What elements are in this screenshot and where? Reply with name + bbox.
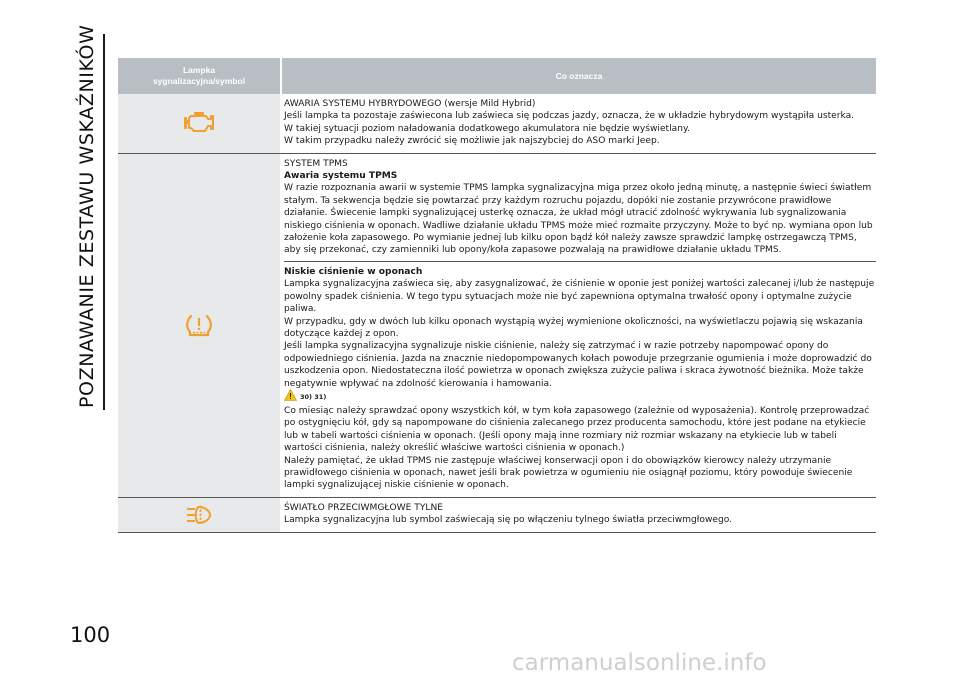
header-col-symbol-line2: sygnalizacyjna/symbol bbox=[152, 76, 246, 86]
row-subtitle: Awaria systemu TPMS bbox=[284, 171, 398, 182]
header-col-meaning: Co oznacza bbox=[282, 58, 876, 94]
low-pressure-section bbox=[284, 262, 876, 492]
table-row-hybrid-failure bbox=[118, 94, 876, 154]
table-row-tpms bbox=[118, 154, 876, 498]
row-title: ŚWIATŁO PRZECIWMGŁOWE TYLNE bbox=[284, 502, 443, 513]
row-title: SYSTEM TPMS bbox=[284, 158, 348, 169]
warning-lights-table bbox=[118, 58, 876, 533]
header-col-symbol-line1: Lampka bbox=[182, 65, 216, 75]
side-chapter-title bbox=[74, 24, 100, 408]
row-text: W takim przypadku należy zwrócić się możliwie jak najszybciej do ASO marki Jeep. bbox=[284, 136, 660, 147]
row-text: W przypadku, gdy w dwóch lub kilku oponach wystąpią wyżej wymienione okoliczności, na wyświetlaczu pojawią się wskazania dotyczące każdej z opon. bbox=[284, 316, 863, 339]
header-col-symbol bbox=[118, 58, 280, 94]
rear-fog-light-icon bbox=[185, 504, 213, 526]
tire-pressure-icon bbox=[185, 313, 213, 337]
row-description bbox=[280, 154, 876, 497]
icon-cell bbox=[118, 498, 280, 532]
row-text: Należy pamiętać, że układ TPMS nie zastępuje właściwej konserwacji opon i do obowiązków kierowcy należy utrzymanie prawidłowego ciśnienia w oponach, nawet jeśli brak powietrza w ogumieniu nie osiągnął poziomu, który powoduje świecenie lampki sygnalizującej niskie ciśnienie w oponach. bbox=[284, 455, 853, 491]
row-text: Jeśli lampka sygnalizacyjna sygnalizuje niskie ciśnienie, należy się zatrzymać i w razie potrzeby napompować opony do odpowiedniego ciśnienia. Jazda na znacznie niedopompowanych kołach powoduje przegrzanie ogumienia i może doprowadzić do uszkodzenia opon. Niedostateczna ilość powietrza w oponach zwiększa zużycie paliwa i skraca żywotność bieżnika. Może także negatywnie wpływać na zdolność kierowania i hamowania. bbox=[284, 341, 872, 389]
warning-refs: 30) 31) bbox=[300, 393, 327, 402]
tpms-failure-section bbox=[284, 158, 876, 262]
row-text: Lampka sygnalizacyjna lub symbol zaświecają się po włączeniu tylnego światła przeciwmgłowego. bbox=[284, 515, 733, 526]
warning-reference bbox=[284, 391, 876, 404]
icon-cell bbox=[118, 94, 280, 153]
row-text: Co miesiąc należy sprawdzać opony wszystkich kół, w tym koła zapasowego (zależnie od wyposażenia). Kontrolę przeprowadzać po ostygnięciu kół, gdy są napompowane do ciśnienia zalecanego przez producenta samochodu, które jest podane na etykiecie lub w tabeli wartości ciśnienia w oponach. (Jeśli opony mają inne rozmiary niż rozmiar wskazany na etykiecie lub w tabeli wartości ciśnienia, należy określić właściwe wartości ciśnienia w oponach.) bbox=[284, 405, 870, 454]
table-header bbox=[118, 58, 876, 94]
row-text: Lampka sygnalizacyjna zaświeca się, aby zasygnalizować, że ciśnienie w oponie jest poniżej wartości zalecanej i/lub że następuje powolny spadek ciśnienia. W tego typu sytuacjach może nie być zapewniona optymalna trwałość opony i optymalne zużycie paliwa. bbox=[284, 279, 875, 315]
icon-cell bbox=[118, 154, 280, 497]
row-subtitle: Niskie ciśnienie w oponach bbox=[284, 266, 423, 277]
engine-check-icon bbox=[184, 112, 214, 134]
warning-triangle-icon bbox=[284, 389, 297, 405]
row-description bbox=[280, 498, 876, 532]
watermark-text: carmanualsonline.info bbox=[512, 650, 767, 676]
row-text: Jeśli lampka ta pozostaje zaświecona lub zaświeca się podczas jazdy, oznacza, że w układzie hybrydowym wystąpiła usterka. bbox=[284, 111, 855, 122]
row-title: AWARIA SYSTEMU HYBRYDOWEGO (wersje Mild Hybrid) bbox=[284, 99, 536, 109]
side-chapter-title-text: POZNAWANIE ZESTAWU WSKAŹNIKÓW bbox=[76, 24, 98, 408]
table-row-rear-fog bbox=[118, 498, 876, 533]
side-rule bbox=[103, 34, 105, 410]
page-number: 100 bbox=[70, 623, 111, 647]
row-description bbox=[280, 94, 876, 153]
row-text: W takiej sytuacji poziom naładowania dodatkowego akumulatora nie będzie wyświetlany. bbox=[284, 123, 690, 134]
row-text: W razie rozpoznania awarii w systemie TPMS lampka sygnalizacyjna miga przez około jedną minutę, a następnie świeci światłem stałym. Ta sekwencja będzie się powtarzać przy każdym rozruchu pojazdu, dopóki nie zostanie przywrócone prawidłowe działanie. Świecenie lampki sygnalizującej usterkę oznacza, że układ mógł utracić zdolność wykrywania lub sygnalizowania niskiego ciśnienia w oponach. Wadliwe działanie układu TPMS może mieć rozmaite przyczyny. Może to być np. wymiana opon lub założenie koła zapasowego. Po wymianie jednej lub kilku opon bądź kół należy zawsze sprawdzić lampkę ostrzegawczą TPMS, aby się przekonać, czy zamienniki lub opony/koła zapasowe pozwalają na prawidłowe działanie układu TPMS. bbox=[284, 183, 873, 256]
